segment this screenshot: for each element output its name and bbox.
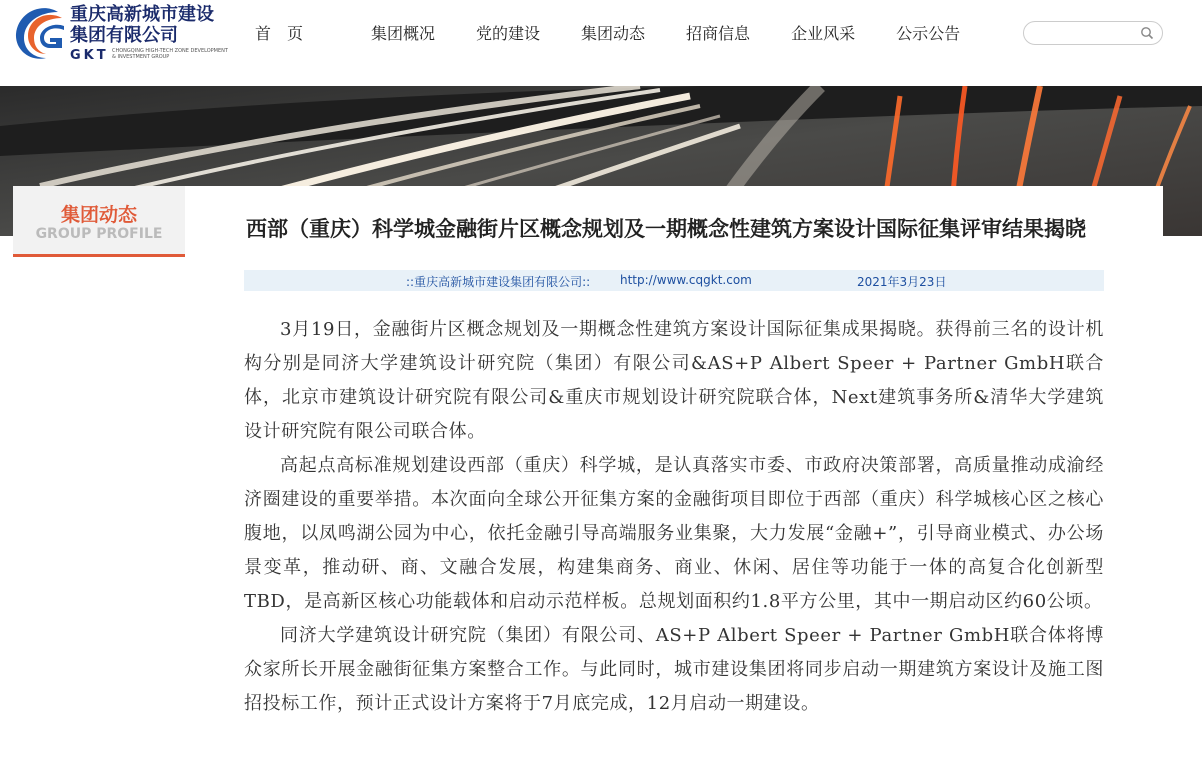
article-paragraph: 3月19日，金融街片区概念规划及一期概念性建筑方案设计国际征集成果揭晓。获得前三名的设计机构分别是同济大学建筑设计研究院（集团）有限公司&AS+P Albert Speer + Partner GmbH联合体，北京市建筑设计研究院有限公司&重庆市规划设计研究院联合体，Next建筑事务所&清华大学建筑设计研究院有限公司联合体。 <box>244 319 1104 442</box>
search-box <box>1023 21 1163 45</box>
article-paragraph: 高起点高标准规划建设西部（重庆）科学城，是认真落实市委、市政府决策部署，高质量推动成渝经济圈建设的重要举措。本次面向全球公开征集方案的金融街项目即位于西部（重庆）科学城核心区之核心腹地，以凤鸣湖公园为中心，依托金融引导高端服务业集聚，大力发展“金融+”，引导商业模式、办公场景变革，推动研、商、文融合发展，构建集商务、商业、休闲、居住等功能于一体的高复合化创新型TBD，是高新区核心功能载体和启动示范样板。总规划面积约1.8平方公里，其中一期启动区约60公顷。 <box>244 455 1104 612</box>
nav-item-home[interactable]: 首 页 <box>255 24 304 43</box>
article-title: 西部（重庆）科学城金融街片区概念规划及一期概念性建筑方案设计国际征集评审结果揭晓 <box>246 217 1086 241</box>
nav-item-party[interactable]: 党的建设 <box>476 24 541 43</box>
logo-name-line2: 集团有限公司 <box>70 25 178 46</box>
nav-item-investment[interactable]: 招商信息 <box>686 24 751 43</box>
logo-name-line1: 重庆高新城市建设 <box>70 4 214 25</box>
nav-item-notices[interactable]: 公示公告 <box>896 24 961 43</box>
main-nav <box>255 22 960 46</box>
article-source: ::重庆高新城市建设集团有限公司:: <box>406 275 591 289</box>
article-meta-bar <box>244 270 1104 291</box>
site-logo[interactable] <box>12 4 228 68</box>
section-label <box>13 186 185 257</box>
gkt-logo-icon <box>12 4 68 64</box>
section-title-en: GROUP PROFILE <box>35 226 163 242</box>
article-body <box>244 313 1104 721</box>
search-input[interactable] <box>1032 24 1141 42</box>
article-date: 2021年3月23日 <box>857 275 947 289</box>
logo-company-name <box>70 4 214 46</box>
article-paragraph: 同济大学建筑设计研究院（集团）有限公司、AS+P Albert Speer + Partner GmbH联合体将博众家所长开展金融街征集方案整合工作。与此同时，城市建设集团将同步启动一期建筑方案设计及施工图招投标工作，预计正式设计方案将于7月底完成，12月启动一期建设。 <box>244 625 1104 714</box>
nav-item-culture[interactable]: 企业风采 <box>791 24 856 43</box>
section-title-cn: 集团动态 <box>60 204 137 226</box>
nav-item-overview[interactable]: 集团概况 <box>371 24 436 43</box>
article-container <box>185 186 1163 783</box>
nav-item-news[interactable]: 集团动态 <box>581 24 646 43</box>
logo-abbr: GKT <box>70 48 109 63</box>
article-url-link[interactable]: http://www.cqgkt.com <box>620 273 752 287</box>
search-icon[interactable] <box>1140 26 1154 40</box>
site-header <box>0 0 1202 86</box>
logo-english-name: CHONGQING HIGH-TECH ZONE DEVELOPMENT & INVESTMENT GROUP <box>112 48 228 60</box>
